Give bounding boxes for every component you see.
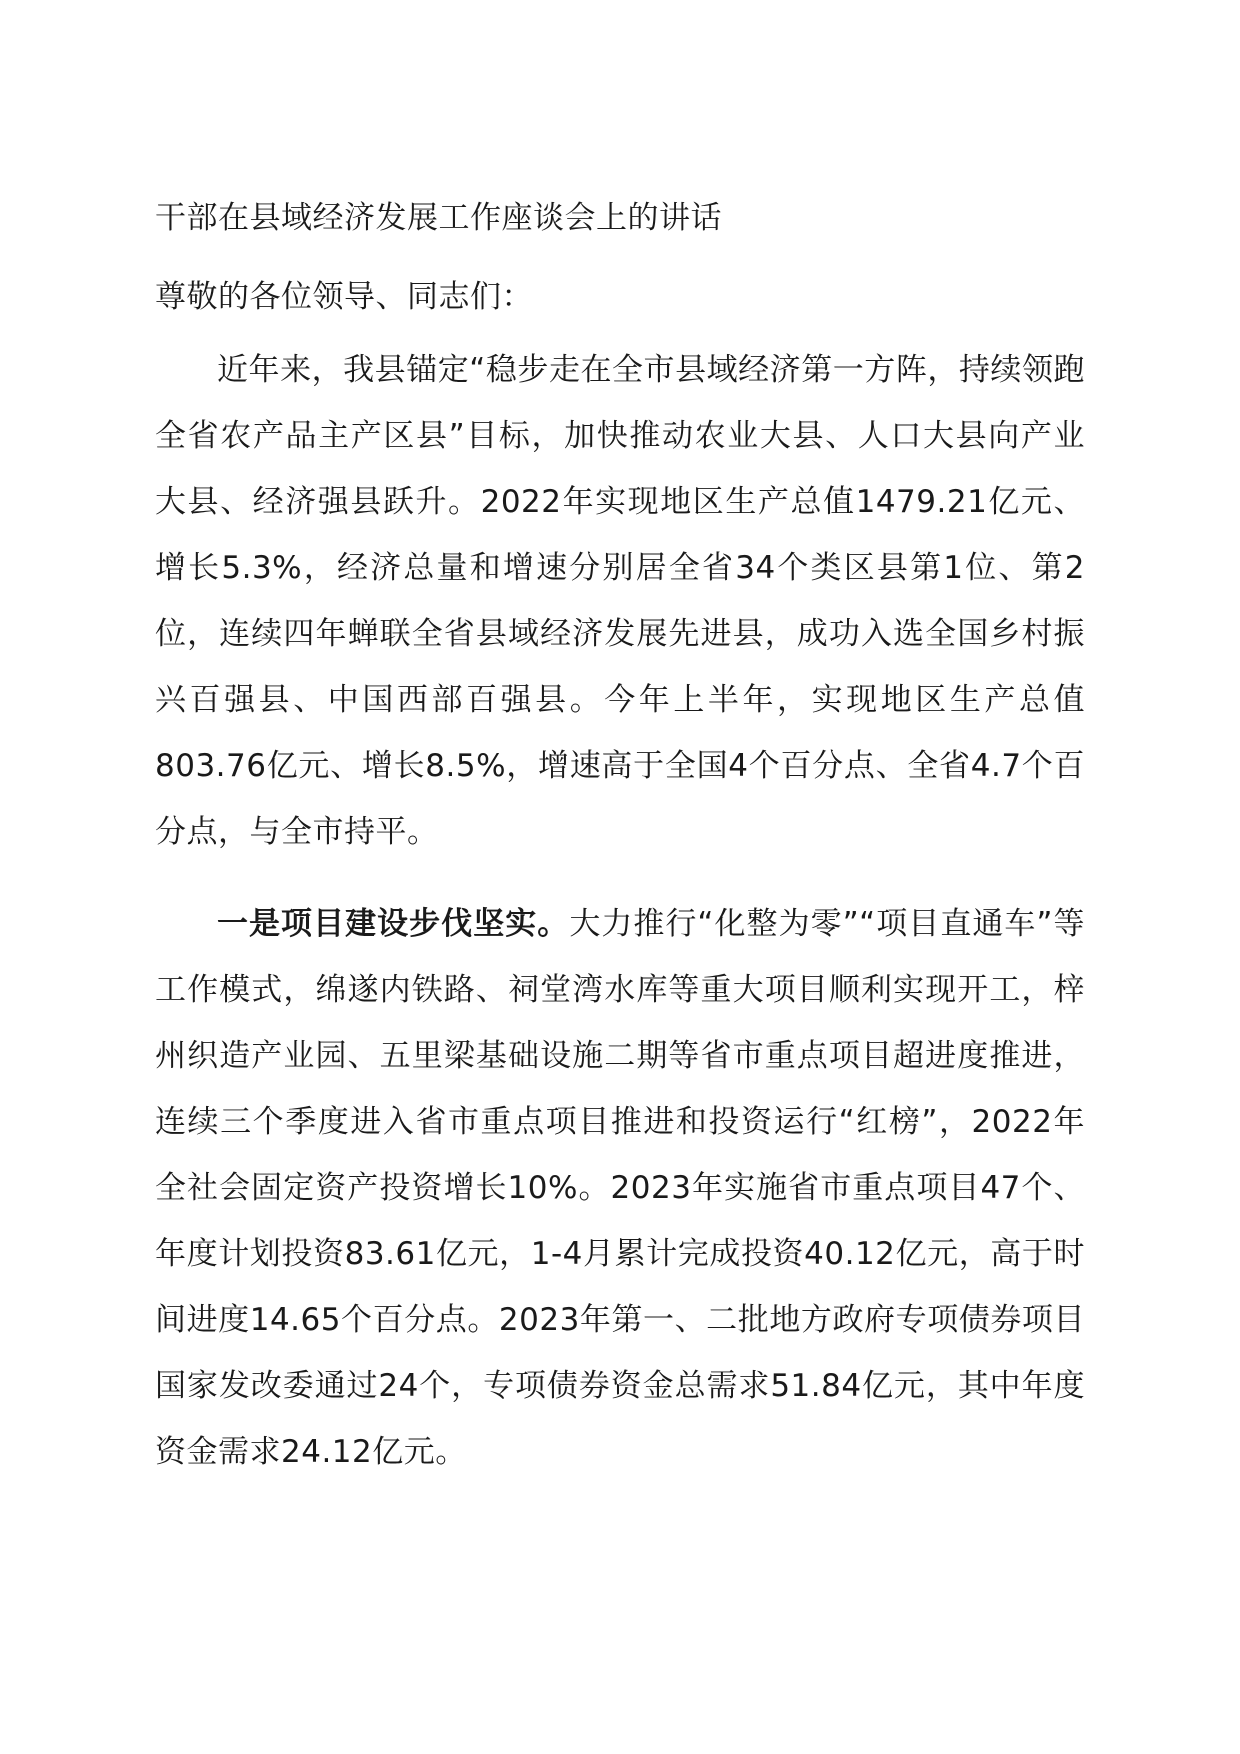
paragraph-intro — [155, 337, 1085, 865]
paragraph-body: 近年来，我县锚定“稳步走在全市县域经济第一方阵，持续领跑全省农产品主产区县”目标，加快推动农业大县、人口大县向产业大县、经济强县跃升。2022年实现地区生产总值1479.21亿元、增长5.3%，经济总量和增速分别居全省34个类区县第1位、第2位，连续四年蝉联全省县域经济发展先进县，成功入选全国乡村振兴百强县、中国西部百强县。今年上半年，实现地区生产总值803.76亿元、增长8.5%，增速高于全国4个百分点、全省4.7个百分点，与全市持平。 — [155, 352, 1085, 850]
salutation: 尊敬的各位领导、同志们： — [155, 279, 533, 315]
paragraph-lead: 一是项目建设步伐坚实。 — [217, 906, 570, 942]
paragraph-project-construction — [155, 891, 1085, 1485]
document-body — [155, 196, 1085, 1485]
paragraph-body: 大力推行“化整为零”“项目直通车”等工作模式，绵遂内铁路、祠堂湾水库等重大项目顺利实现开工，梓州织造产业园、五里梁基础设施二期等省市重点项目超进度推进，连续三个季度进入省市重点项目推进和投资运行“红榜”，2022年全社会固定资产投资增长10%。2023年实施省市重点项目47个、年度计划投资83.61亿元，1-4月累计完成投资40.12亿元，高于时间进度14.65个百分点。2023年第一、二批地方政府专项债券项目国家发改委通过24个，专项债券资金总需求51.84亿元，其中年度资金需求24.12亿元。 — [155, 906, 1085, 1470]
document-title: 干部在县域经济发展工作座谈会上的讲话 — [155, 200, 722, 236]
